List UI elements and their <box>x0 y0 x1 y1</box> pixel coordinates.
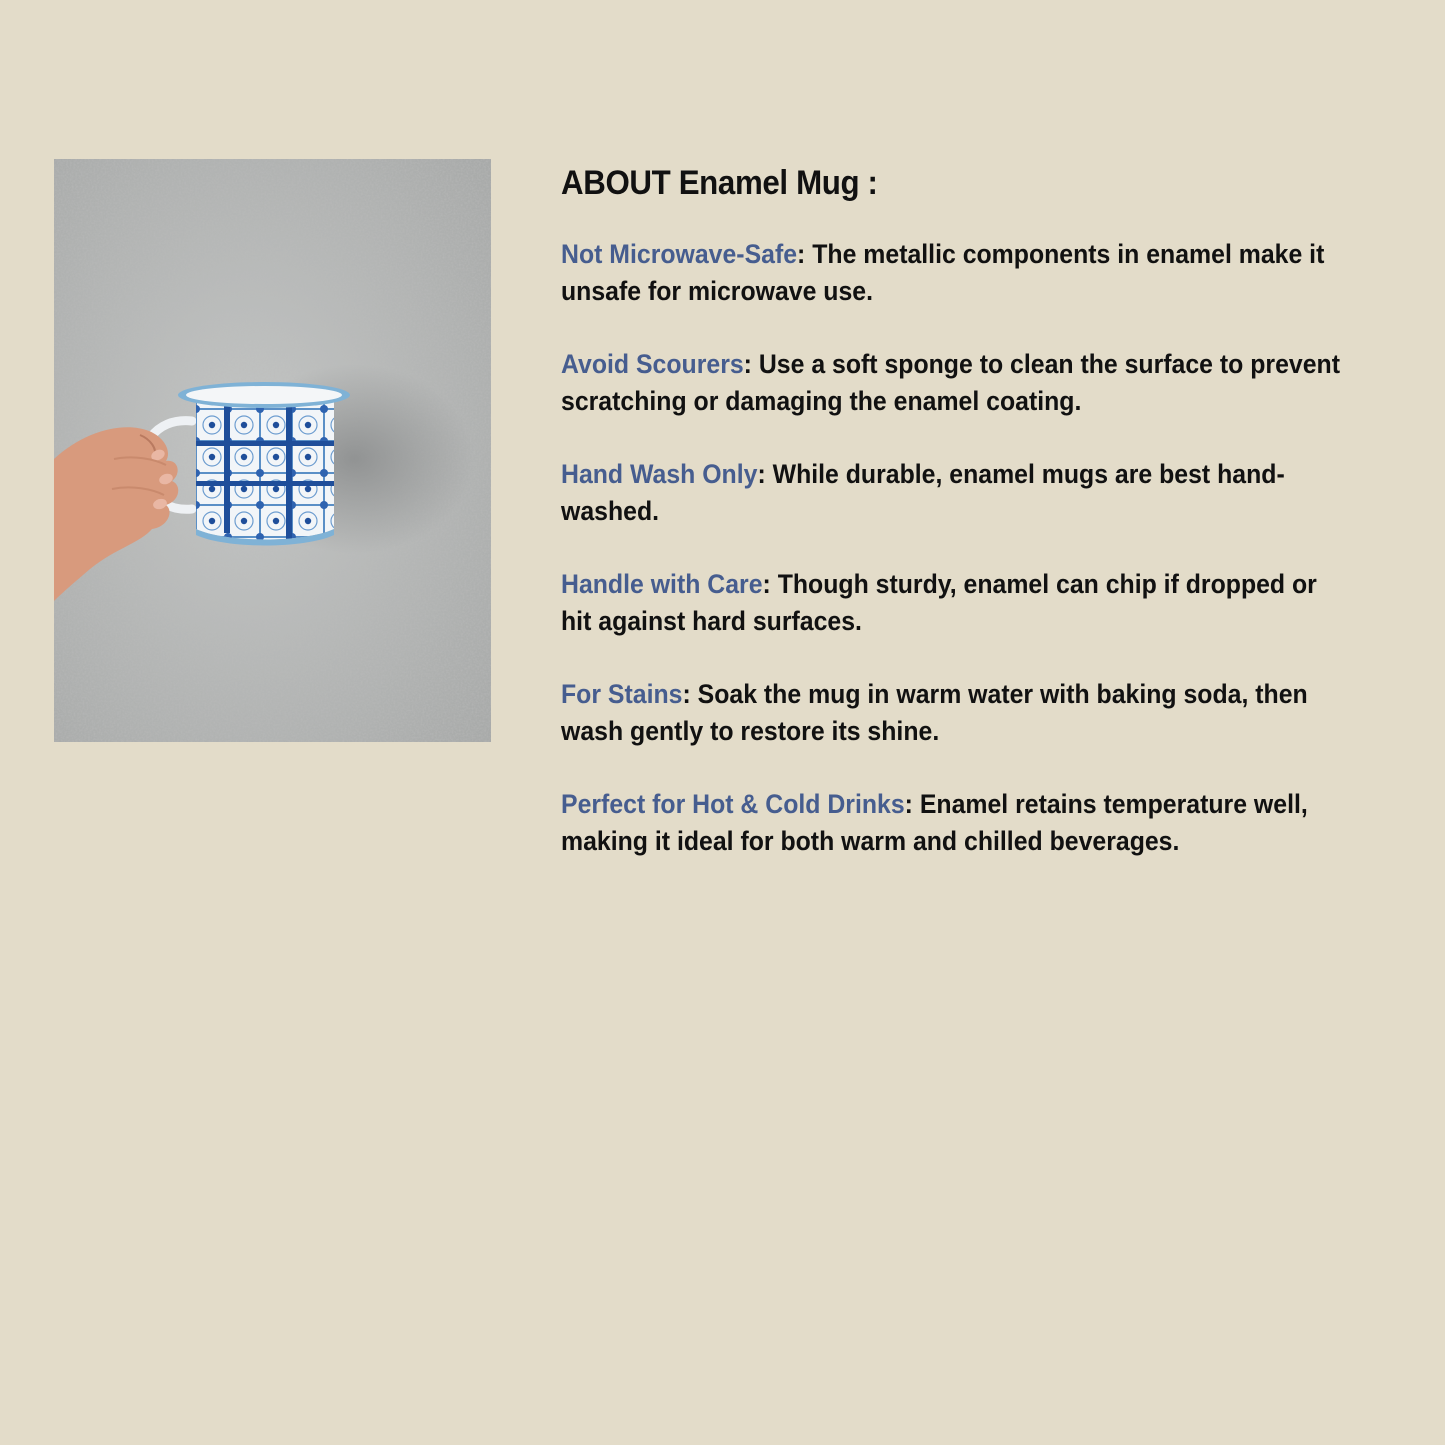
tip-body: : Enamel retains temperature well, making it ideal for both warm and chilled beverages. <box>561 789 1308 856</box>
tip-heading: For Stains <box>561 679 683 709</box>
tip-body: : While durable, enamel mugs are best hand-washed. <box>561 459 1285 526</box>
tip-heading: Hand Wash Only <box>561 459 758 489</box>
about-title: ABOUT Enamel Mug : <box>561 164 878 202</box>
mug-in-hand-image <box>54 159 491 742</box>
tip-heading: Handle with Care <box>561 569 763 599</box>
tip-body: : Soak the mug in warm water with baking soda, then wash gently to restore its shine. <box>561 679 1308 746</box>
product-photo <box>54 159 491 742</box>
tip-item <box>561 346 1352 420</box>
tip-body: : Though sturdy, enamel can chip if dropped or hit against hard surfaces. <box>561 569 1317 636</box>
tip-body: : Use a soft sponge to clean the surface to prevent scratching or damaging the enamel coating. <box>561 349 1340 416</box>
tip-heading: Not Microwave-Safe <box>561 239 798 269</box>
tip-item <box>561 456 1352 530</box>
tip-item <box>561 236 1352 310</box>
tip-heading: Perfect for Hot & Cold Drinks <box>561 789 905 819</box>
about-panel <box>561 160 1381 896</box>
tip-heading: Avoid Scourers <box>561 349 744 379</box>
care-tips-list <box>561 236 1381 860</box>
tip-item <box>561 676 1352 750</box>
tip-body: : The metallic components in enamel make it unsafe for microwave use. <box>561 239 1325 306</box>
tip-item <box>561 566 1352 640</box>
tip-item <box>561 786 1352 860</box>
